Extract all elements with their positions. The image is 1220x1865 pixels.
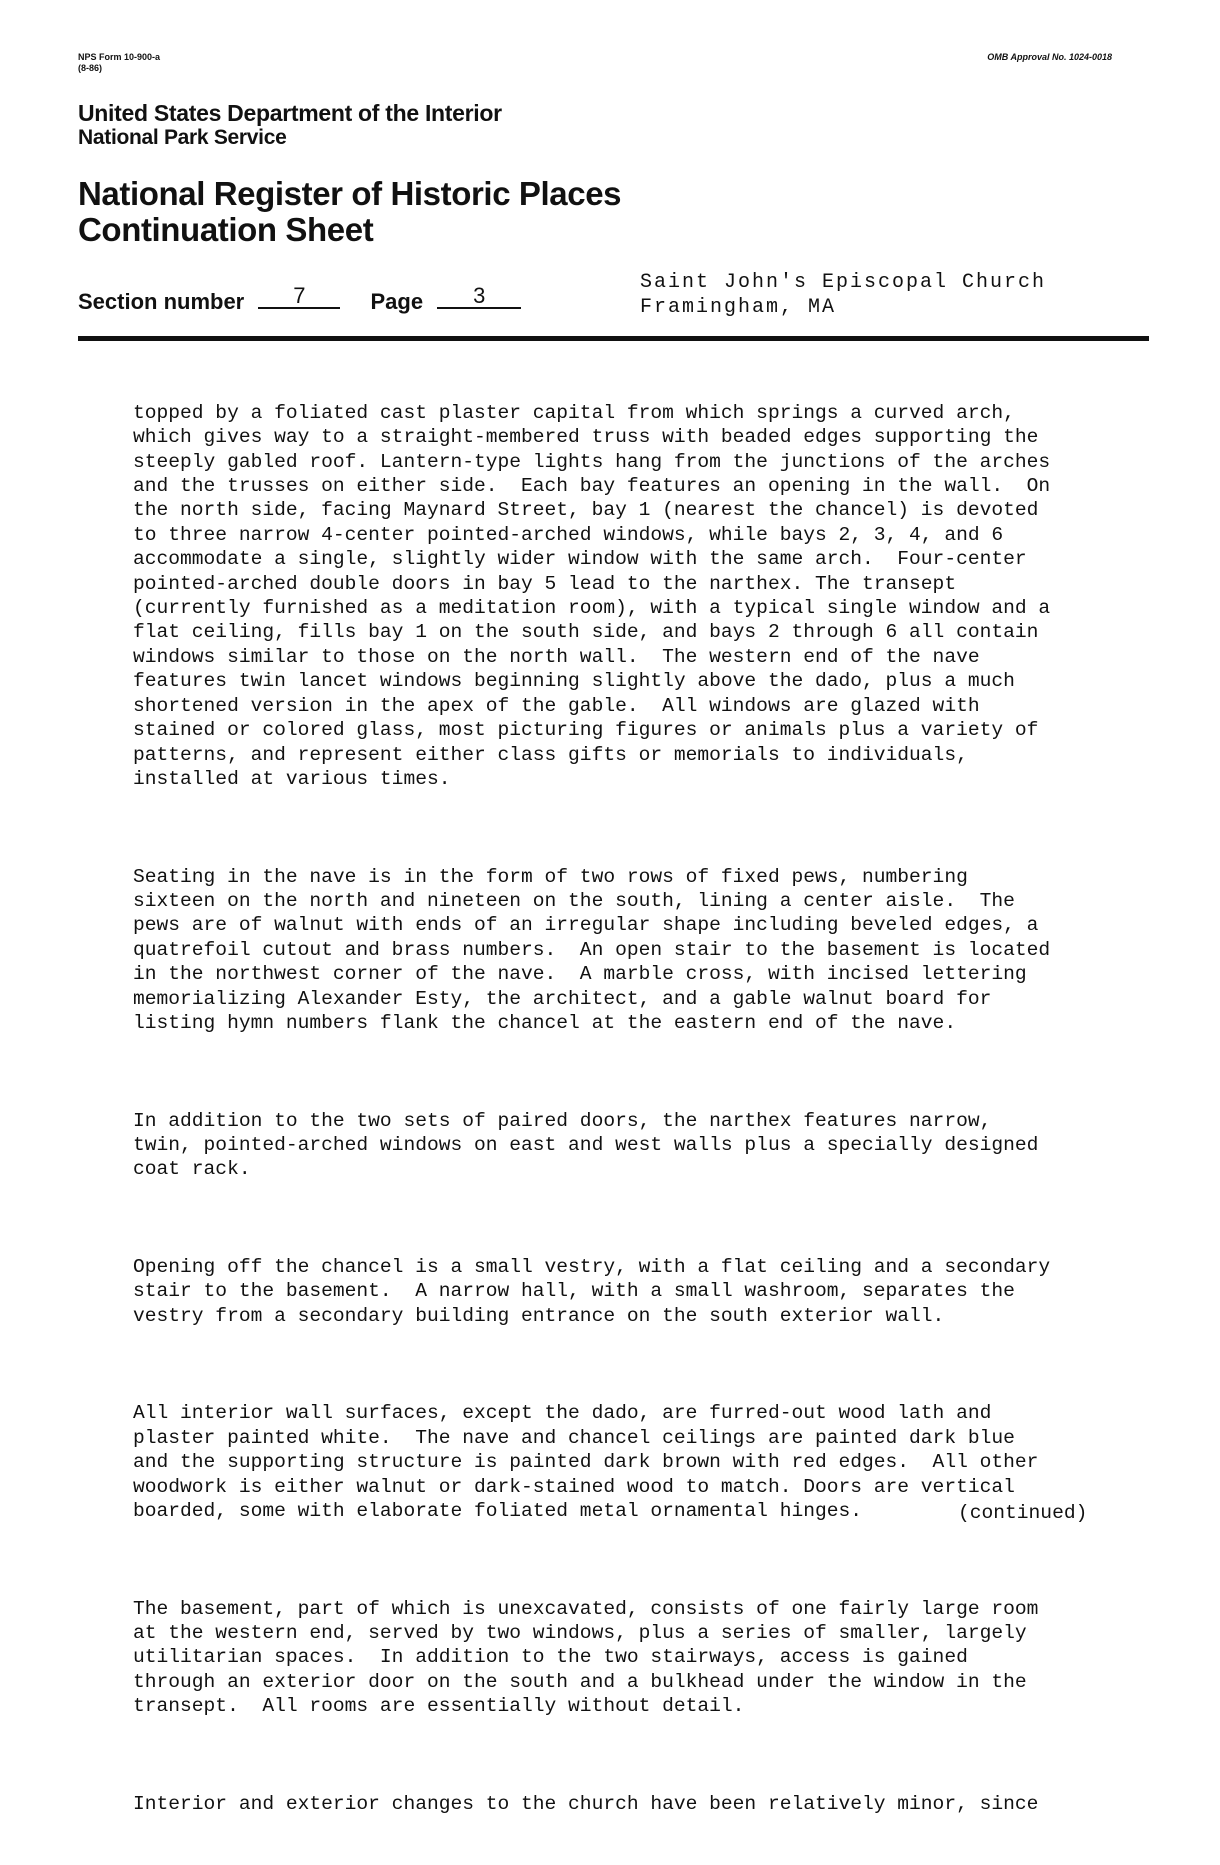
page-label: Page xyxy=(370,289,424,314)
paragraph: Seating in the nave is in the form of two rows of fixed pews, numbering sixteen on the north and nineteen on the south, lining a center aisle. The pews are of walnut with ends of an irregular shape including beveled edges, a quatrefoil cutout and brass numbers. An open stair to the basement is located in the northwest corner of the nave. A marble cross, with incised lettering memorializing Alexander Esty, the architect, and a gable walnut board for listing hymn numbers flank the chancel at the eastern end of the nave. xyxy=(133,865,1051,1034)
property-block xyxy=(640,270,1046,320)
paragraph: Opening off the chancel is a small vestry, with a flat ceiling and a secondary stair to the basement. A narrow hall, with a small washroom, separates the vestry from a secondary building entrance on the south exterior wall. xyxy=(133,1255,1051,1327)
continued-note: (continued) xyxy=(958,1502,1088,1524)
page-number-value: 3 xyxy=(437,285,521,309)
form-identifier xyxy=(78,52,160,74)
register-title: National Register of Historic Places xyxy=(78,175,622,212)
form-number: NPS Form 10-900-a xyxy=(78,52,161,62)
property-location: Framingham, MA xyxy=(640,296,837,319)
section-page-row xyxy=(78,283,521,316)
sheet-title: Continuation Sheet xyxy=(78,211,374,248)
omb-approval: OMB Approval No. 1024-0018 xyxy=(987,52,1112,62)
agency-heading: National Park Service xyxy=(78,126,287,149)
paragraph: The basement, part of which is unexcavated, consists of one fairly large room at the western end, served by two windows, plus a series of smaller, largely utilitarian spaces. In addition to the two stairways, access is gained through an exterior door on the south and a bulkhead under the window in the transept. All rooms are essentially without detail. xyxy=(133,1597,1039,1718)
header-divider xyxy=(78,336,1149,341)
paragraph: topped by a foliated cast plaster capital from which springs a curved arch, which gives way to a straight-membered truss with beaded edges supporting the steeply gabled roof. Lantern-type lights hang from the junctions of the arches and the trusses on either side. Each bay features an opening in the wall. On the north side, facing Maynard Street, bay 1 (nearest the chancel) is devoted to three narrow 4-center pointed-arched windows, while bays 2, 3, 4, and 6 accommodate a single, slightly wider window with the same arch. Four-center pointed-arched double doors in bay 5 lead to the narthex. The transept (currently furnished as a meditation room), with a typical single window and a flat ceiling, fills bay 1 on the south side, and bays 2 through 6 all contain windows similar to those on the north wall. The western end of the nave features twin lancet windows beginning slightly above the dado, plus a much shortened version in the apex of the gable. All windows are glazed with stained or colored glass, most picturing figures or animals plus a variety of patterns, and represent either class gifts or memorials to individuals, installed at various times. xyxy=(133,401,1051,790)
paragraph: Interior and exterior changes to the church have been relatively minor, since xyxy=(133,1792,1039,1815)
paragraph: All interior wall surfaces, except the dado, are furred-out wood lath and plaster painted white. The nave and chancel ceilings are painted dark blue and the supporting structure is painted dark brown with red edges. All other woodwork is either walnut or dark-stained wood to match. Doors are vertical boarded, some with elaborate foliated metal ornamental hinges. xyxy=(133,1402,1039,1523)
paragraph: In addition to the two sets of paired doors, the narthex features narrow, twin, pointed-arched windows on east and west walls plus a specially designed coat rack. xyxy=(133,1109,1039,1181)
form-date: (8-86) xyxy=(78,63,103,73)
body-text xyxy=(133,352,1133,1865)
section-number-value: 7 xyxy=(258,285,340,309)
department-heading: United States Department of the Interior xyxy=(78,100,502,126)
property-name: Saint John's Episcopal Church xyxy=(640,271,1047,294)
section-number-label: Section number xyxy=(78,289,245,314)
